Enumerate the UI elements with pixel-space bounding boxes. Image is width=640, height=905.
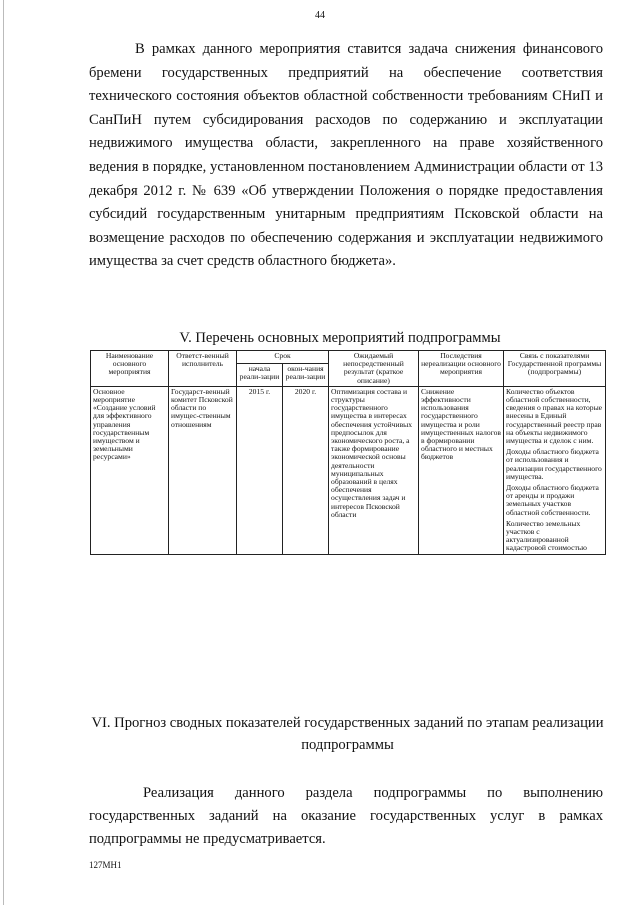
link-indicator: Доходы областного бюджета от использования и реализации государственного имущества. xyxy=(506,447,602,481)
header-executor: Ответст-венный исполнитель xyxy=(169,351,237,387)
link-indicator: Доходы областного бюджета от аренды и продажи земельных участков областной собственности. xyxy=(506,483,599,517)
header-consequences: Последствия нереализации основного мероприятия xyxy=(419,351,504,387)
link-indicator: Количество земельных участков с актуализированной кадастровой стоимостью xyxy=(506,518,587,553)
closing-paragraph xyxy=(89,782,603,851)
header-start: начала реали-зации xyxy=(237,364,283,387)
header-result: Ожидаемый непосредственный результат (краткое описание) xyxy=(329,351,419,387)
cell-end: 2020 г. xyxy=(283,386,329,554)
cell-consequences: Снижение эффективности использования государственного имущества и роли имущественных налогов в формировании областного и местных бюджетов xyxy=(419,386,504,554)
link-indicator: Количество объектов областной собственности, сведения о правах на которые внесены в Единый государственный реестр прав на объекты недвижимого имущества и сделок с ним. xyxy=(506,386,603,446)
page-number: 44 xyxy=(315,10,325,21)
header-name: Наименование основного мероприятия xyxy=(91,351,169,387)
header-end: окон-чания реали-зации xyxy=(283,364,329,387)
section-6-title: VI. Прогноз сводных показателей государственных заданий по этапам реализации подпрограммы xyxy=(91,715,604,753)
table-header-row xyxy=(91,351,606,364)
closing-paragraph-text: Реализация данного раздела подпрограммы по выполнению государственных заданий на оказание государственных услуг в рамках подпрограммы не предусматривается. xyxy=(89,785,603,847)
intro-paragraph-text: В рамках данного мероприятия ставится задача снижения финансового бремени государственных предприятий на обеспечение соответствия технического состояния объектов областной собственности требованиям СНиП и СанПиН путем субсидирования расходов по содержанию и эксплуатации недвижимого имущества области, закрепленного на праве хозяйственного ведения в порядке, установленном постановлением Администрации области от 13 декабря 2012 г. № 639 «Об утверждении Положения о порядке предоставления субсидий государственным унитарным предприятиям Псковской области на возмещение расходов по обеспечению содержания и эксплуатации недвижимого имущества за счет средств областного бюджета». xyxy=(89,41,603,270)
cell-start: 2015 г. xyxy=(237,386,283,554)
intro-paragraph xyxy=(89,38,603,274)
header-link: Связь с показателями Государственной программы (подпрограммы) xyxy=(504,351,606,387)
footer-code: 127МН1 xyxy=(89,860,122,870)
header-term: Срок xyxy=(237,351,329,364)
activities-table xyxy=(90,350,606,555)
page-edge-line xyxy=(3,0,4,905)
cell-result: Оптимизация состава и структуры государственного имущества в интересах обеспечения устойчивых предпосылок для экономического роста, а также формирование экономической основы деятельности муниципальных образований в целях обеспечения осуществления задач и интересов Псковской области xyxy=(329,386,419,554)
cell-name: Основное мероприятие «Создание условий для эффективного управления государственным имуществом и земельными ресурсами» xyxy=(91,386,169,554)
table-row xyxy=(91,386,606,554)
cell-executor: Государст-венный комитет Псковской области по имущес-ственным отношениям xyxy=(169,386,237,554)
section-5-title: V. Перечень основных мероприятий подпрограммы xyxy=(179,330,501,346)
cell-link xyxy=(504,386,606,554)
